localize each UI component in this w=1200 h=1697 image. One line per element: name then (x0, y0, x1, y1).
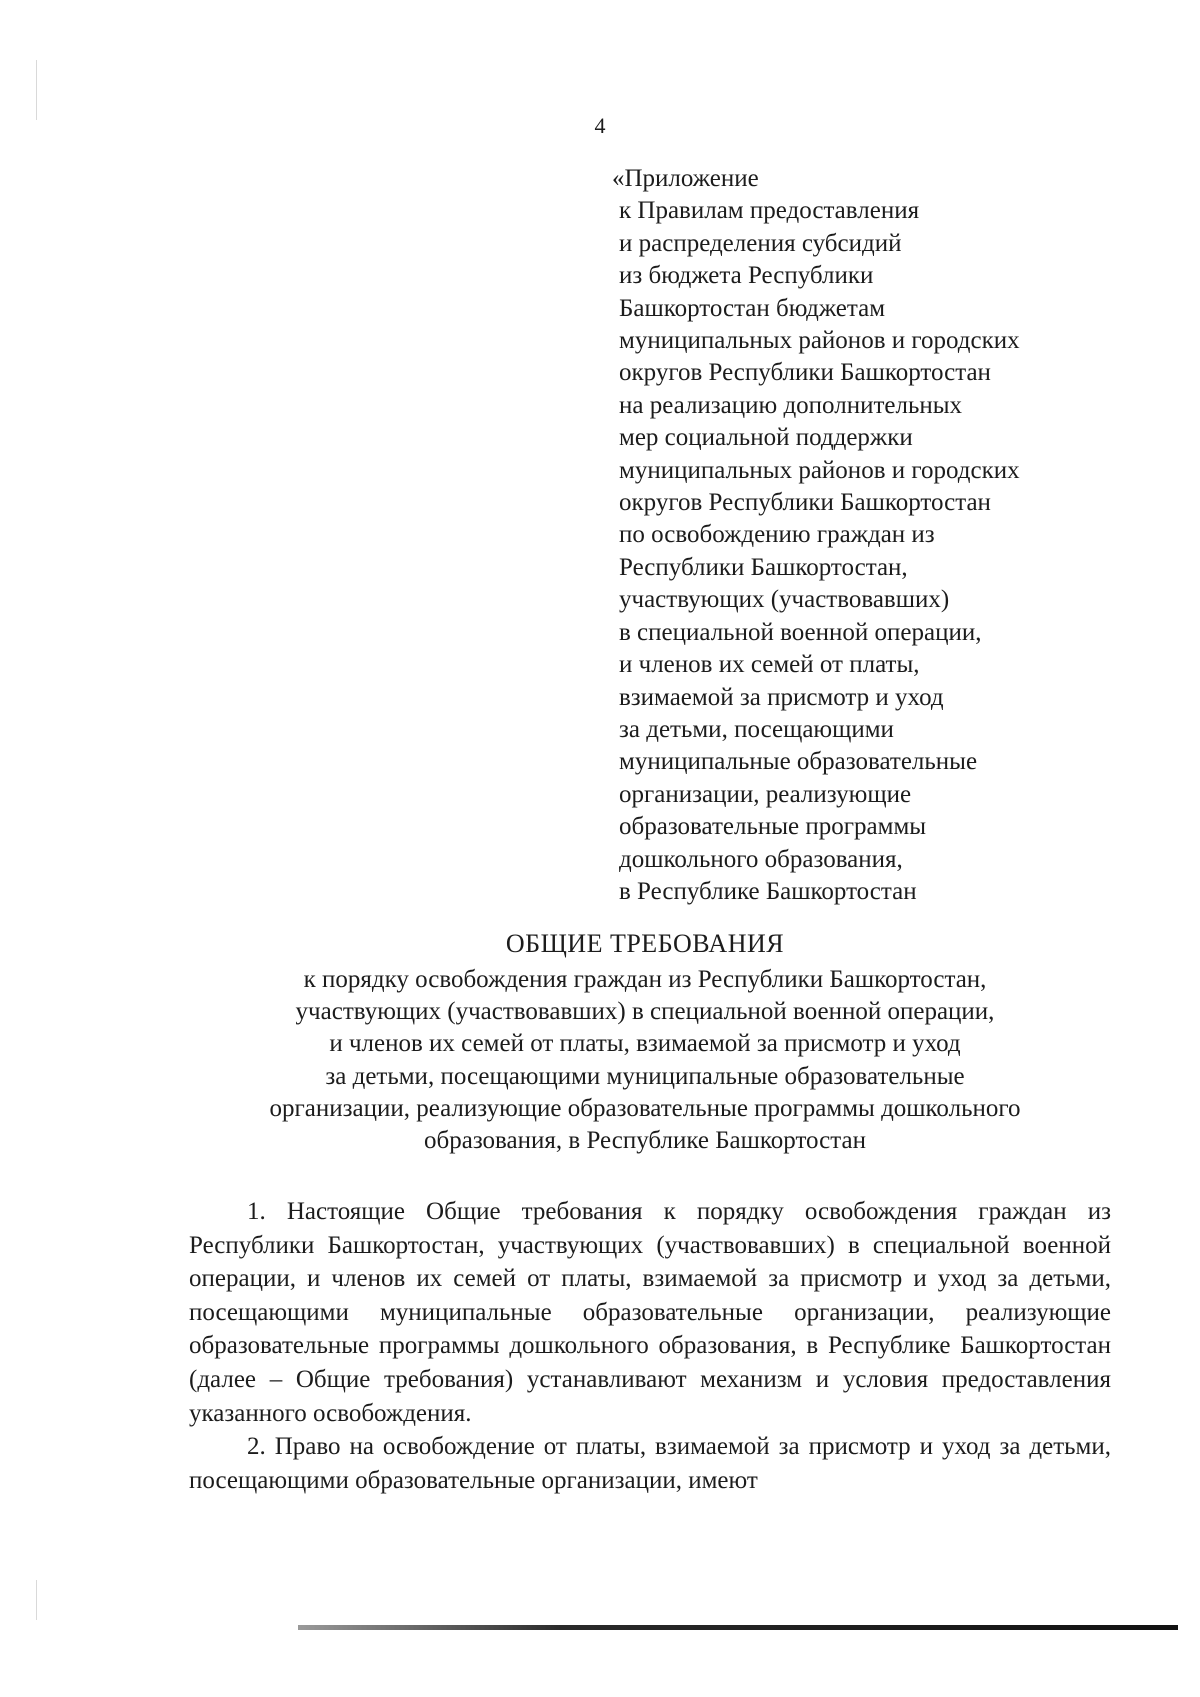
subheading-line: образования, в Республике Башкортостан (424, 1127, 866, 1155)
appendix-line: за детьми, посещающими (619, 715, 894, 743)
appendix-line: организации, реализующие (619, 780, 912, 808)
subheading-line: за детьми, посещающими муниципальные образовательные (325, 1062, 965, 1090)
appendix-line: и распределения субсидий (619, 229, 902, 257)
scan-artifact (36, 60, 37, 120)
appendix-line: «Приложение (612, 165, 759, 192)
appendix-line: и членов их семей от платы, (619, 651, 920, 679)
appendix-line: участвующих (участвовавших) (619, 586, 950, 614)
scan-artifact (36, 1580, 37, 1620)
document-body (189, 1195, 1111, 1497)
appendix-line: мер социальной поддержки (619, 424, 913, 452)
appendix-line: округов Республики Башкортостан (619, 359, 991, 387)
appendix-line: Башкортостан бюджетам (619, 294, 886, 322)
subheading-line: организации, реализующие образовательные программы дошкольного (269, 1094, 1021, 1122)
appendix-line: в специальной военной операции, (619, 618, 982, 646)
appendix-line: образовательные программы (619, 813, 927, 841)
appendix-line: к Правилам предоставления (619, 197, 920, 225)
paragraph-1: 1. Настоящие Общие требования к порядку освобождения граждан из Республики Башкортостан, участвующих (участвовавших) в специальной военной операции, и членов их семей от платы, взимаемой за присмотр и уход за детьми, посещающими муниципальные образовательные организации, реализующие образовательные программы дошкольного образования, в Республике Башкортостан (далее – Общие требования) устанавливают механизм и условия предоставления указанного освобождения. (189, 1198, 1111, 1427)
subheading-line: и членов их семей от платы, взимаемой за присмотр и уход (329, 1030, 961, 1058)
appendix-line: в Республике Башкортостан (619, 877, 917, 905)
document-heading: ОБЩИЕ ТРЕБОВАНИЯ (505, 929, 785, 958)
appendix-line: округов Республики Башкортостан (619, 489, 991, 517)
appendix-line: из бюджета Республики (619, 262, 874, 290)
appendix-line: Республики Башкортостан, (619, 553, 908, 581)
subheading-line: участвующих (участвовавших) в специальной военной операции, (295, 998, 995, 1026)
appendix-line: муниципальных районов и городских (619, 456, 1020, 484)
page-bottom-rule (298, 1625, 1178, 1630)
paragraph-2: 2. Право на освобождение от платы, взимаемой за присмотр и уход за детьми, посещающими образовательные организации, имеют (189, 1433, 1111, 1494)
subheading-line: к порядку освобождения граждан из Республики Башкортостан, (303, 966, 987, 993)
appendix-line: муниципальные образовательные (619, 748, 978, 776)
appendix-line: взимаемой за присмотр и уход (619, 683, 944, 711)
page-number: 4 (594, 113, 606, 138)
document-subheading (185, 964, 1105, 1157)
appendix-line: на реализацию дополнительных (619, 391, 963, 419)
appendix-reference (612, 163, 1152, 908)
appendix-line: по освобождению граждан из (619, 521, 935, 549)
appendix-line: дошкольного образования, (619, 845, 903, 873)
appendix-line: муниципальных районов и городских (619, 327, 1020, 355)
